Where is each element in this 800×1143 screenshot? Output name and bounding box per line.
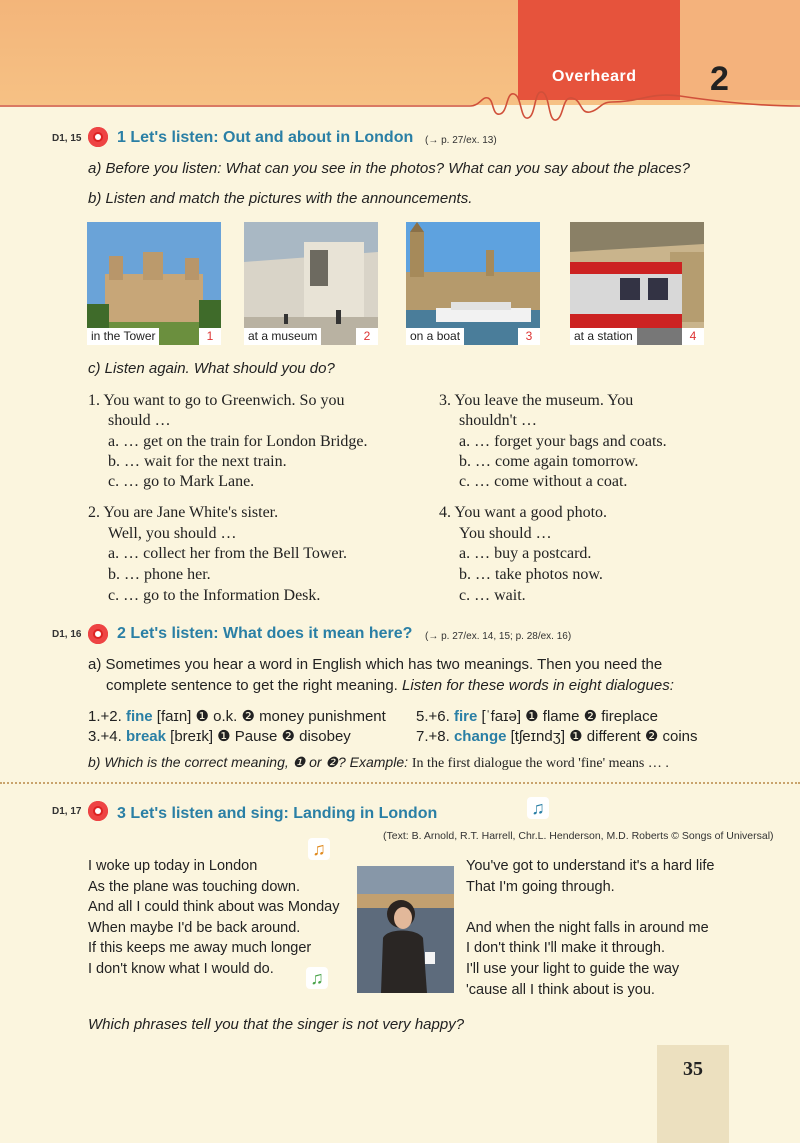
lyric-line: That I'm going through. [466,879,615,895]
q4-option-c: c. … wait. [459,587,526,604]
q3-option-a: a. … forget your bags and coats. [459,433,667,450]
ex1-part-b: b) Listen and match the pictures with the announcements. [88,190,473,207]
word-number: 5.+6. [416,708,450,725]
lyric-line: I don't think I'll make it through. [466,940,665,956]
word-fire [416,707,658,725]
music-note-icon: ♫ [306,967,328,989]
page-number: 35 [683,1058,703,1080]
lyric-line: I don't know what I would do. [88,961,274,977]
word-change [416,727,698,745]
singer-photo [357,866,454,993]
keyword: change [453,728,507,745]
word-fine [88,707,386,725]
exercise-1-reference: (→ p. 27/ex. 13) [425,135,497,146]
photo-number: 1 [199,328,221,345]
q2-line1: 2. You are Jane White's sister. [88,504,279,521]
section-title: Overheard [552,68,637,85]
q4-option-b: b. … take photos now. [459,566,603,583]
q4-line1: 4. You want a good photo. [439,504,608,521]
boat-illustration [406,222,540,345]
cd-icon[interactable] [88,624,108,644]
track-number: D1, 16 [52,629,82,640]
lyric-line: As the plane was touching down. [88,879,300,895]
photo-caption: in the Tower [87,328,159,345]
track-number: D1, 15 [52,133,82,144]
exercise-3-title: 3 Let's listen and sing: Landing in London [117,805,438,822]
word-meanings: [faɪn] ❶ o.k. ❷ money punishment [156,708,386,725]
lyric-line: And all I could think about was Monday [88,899,340,915]
song-credit: (Text: B. Arnold, R.T. Harrell, Chr.L. Henderson, M.D. Roberts © Songs of Universal) [383,830,774,842]
tower-illustration [87,222,221,345]
q1-option-a: a. … get on the train for London Bridge. [108,433,368,450]
word-meanings: [ˈfaɪə] ❶ flame ❷ fireplace [481,708,658,725]
q1-option-b: b. … wait for the next train. [108,453,287,470]
q4-option-a: a. … buy a postcard. [459,545,592,562]
word-break [88,727,351,745]
lyric-line: If this keeps me away much longer [88,940,312,956]
photo-tower [87,222,221,345]
q3-line1: 3. You leave the museum. You [439,392,634,409]
word-number: 1.+2. [88,708,122,725]
music-note-icon: ♫ [527,797,549,819]
ex2-part-b-italic: b) Which is the correct meaning, ❶ or ❷? Example: [88,754,408,770]
word-meanings: [breɪk] ❶ Pause ❷ disobey [170,728,351,745]
lyric-line: I woke up today in London [88,858,258,874]
keyword: fire [453,708,478,725]
track-number: D1, 17 [52,806,82,817]
q2-line2: Well, you should … [108,525,237,542]
photo-boat [406,222,540,345]
word-number: 3.+4. [88,728,122,745]
ex1-part-a: a) Before you listen: What can you see in the photos? What can you say about the places? [88,160,691,177]
ex2-part-a-italic: Listen for these words in eight dialogues: [402,677,674,694]
section-divider [0,782,800,784]
museum-illustration [244,222,378,345]
q1-line1: 1. You want to go to Greenwich. So you [88,392,345,409]
ex1-part-c: c) Listen again. What should you do? [88,360,335,377]
exercise-2-reference: (→ p. 27/ex. 14, 15; p. 28/ex. 16) [425,631,572,642]
lyric-line: When maybe I'd be back around. [88,920,301,936]
photo-caption: at a station [570,328,637,345]
unit-box [680,0,800,100]
keyword: fine [125,708,153,725]
ex2-part-a-line2 [106,677,674,694]
singer-illustration [357,866,454,993]
photo-number: 4 [682,328,704,345]
lyric-line: You've got to understand it's a hard life [466,858,715,874]
ex2-part-a-plain: complete sentence to get the right meaning. [106,677,398,694]
cd-icon[interactable] [88,801,108,821]
q2-option-b: b. … phone her. [108,566,211,583]
word-meanings: [tʃeɪndʒ] ❶ different ❷ coins [510,728,698,745]
q1-line2: should … [108,412,171,429]
q2-option-c: c. … go to the Information Desk. [108,587,321,604]
ex2-part-b [88,754,669,772]
ex3-question: Which phrases tell you that the singer is not very happy? [88,1016,465,1033]
q2-option-a: a. … collect her from the Bell Tower. [108,545,347,562]
lyric-line: I'll use your light to guide the way [466,961,680,977]
keyword: break [125,728,166,745]
ex2-part-a-line1: a) Sometimes you hear a word in English which has two meanings. Then you need the [88,656,663,673]
photo-caption: on a boat [406,328,464,345]
q1-option-c: c. … go to Mark Lane. [108,473,255,490]
q4-line2: You should … [459,525,552,542]
music-note-icon: ♫ [308,838,330,860]
word-number: 7.+8. [416,728,450,745]
ex2-part-b-plain: In the first dialogue the word 'fine' means … . [411,756,669,771]
unit-number: 2 [710,60,729,98]
cd-icon[interactable] [88,127,108,147]
station-illustration [570,222,704,345]
lyric-line: 'cause all I think about is you. [466,982,655,998]
q3-option-c: c. … come without a coat. [459,473,628,490]
photo-station [570,222,704,345]
photo-number: 3 [518,328,540,345]
exercise-1-title: 1 Let's listen: Out and about in London [117,129,414,146]
exercise-2-title: 2 Let's listen: What does it mean here? [117,625,413,642]
q3-line2: shouldn't … [459,412,537,429]
photo-number: 2 [356,328,378,345]
lyric-line: And when the night falls in around me [466,920,709,936]
photo-museum [244,222,378,345]
q3-option-b: b. … come again tomorrow. [459,453,639,470]
sound-wave-decoration [0,88,800,128]
photo-caption: at a museum [244,328,321,345]
